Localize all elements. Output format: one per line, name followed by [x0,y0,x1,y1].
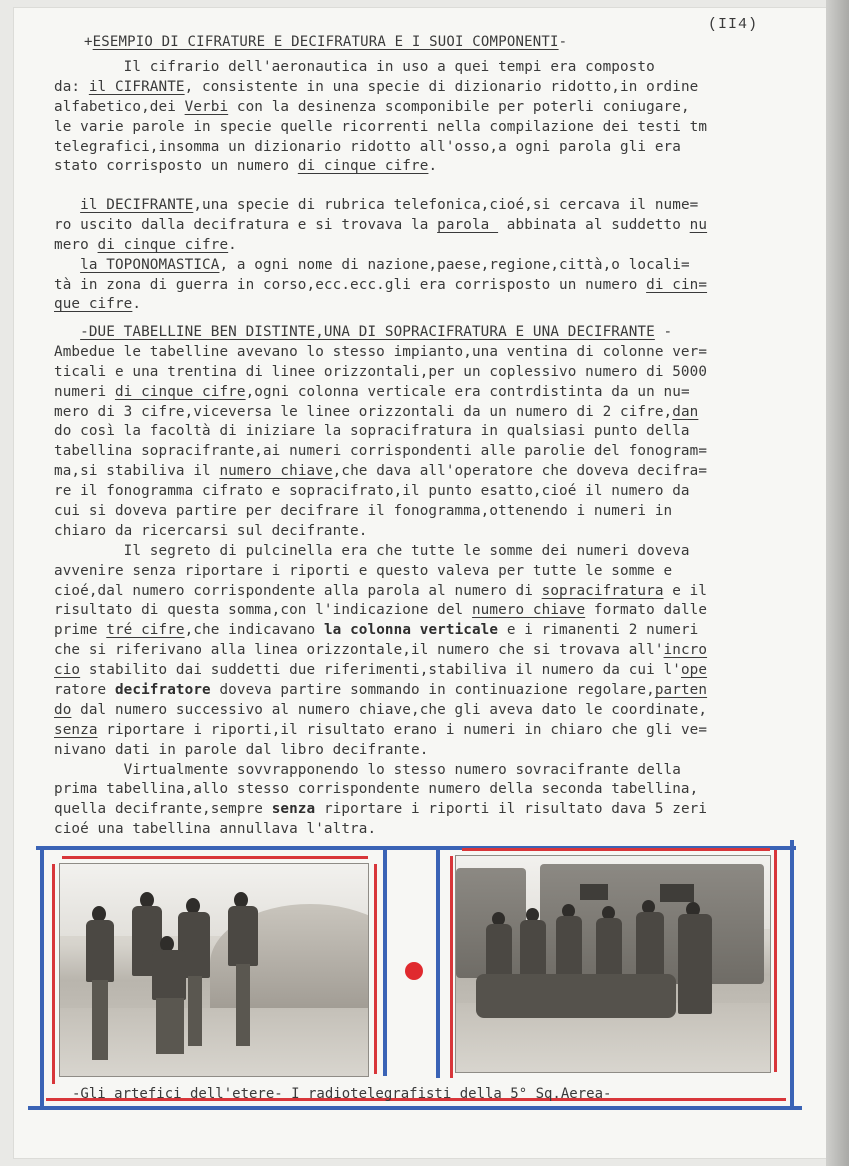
text-segment: - [654,324,673,340]
text-segment: . [228,236,237,253]
text-segment: ro uscito dalla decifratura e si trovava la [54,216,438,233]
text-segment: stato corrisposto un numero [54,158,298,175]
text-segment: di cinque cifre [297,158,429,175]
text-line [54,681,824,701]
text-segment: re il fonogramma cifrato e sopracifrato,il punto esatto,cioé il numero da [54,483,690,500]
text-line [54,422,824,442]
text-line [54,196,824,216]
text-line [54,780,824,800]
text-segment: ,che dava all'operatore che doveva decifra= [332,463,708,480]
text-segment: parola [437,216,499,233]
text-line [54,58,824,78]
text-segment: tm [689,118,708,135]
text-line [54,800,824,820]
text-segment: ope [680,662,708,679]
text-line [54,442,824,462]
text-segment: parten [654,682,708,699]
photo-right-group [456,856,770,1072]
text-segment: la TOPONOMASTICA [80,256,220,273]
text-segment: ratore [54,682,115,699]
text-line [54,482,824,502]
text-segment: do così la facoltà di iniziare la sopracifratura in qualsiasi punto della [54,423,690,440]
text-line [54,157,824,177]
text-line [54,701,824,721]
text-segment: ,ogni colonna verticale era contrdistinta da un nu= [245,383,690,400]
text-line [54,721,824,741]
text-segment: Il cifrario dell'aeronautica in uso a quei tempi era composto [54,59,655,75]
title-prefix: + [84,34,93,50]
frame-right-red [774,850,777,1072]
text-line [54,601,824,621]
text-segment: riportare i riporti,il risultato erano i numeri in chiaro che gli ve= [97,721,708,738]
text-line [54,383,824,403]
photo-left-group [60,864,368,1076]
text-segment: -DUE TABELLINE BEN DISTINTE,UNA DI SOPRACIFRATURA E UNA DECIFRANTE [80,324,655,340]
text-segment: tabellina sopracifrante,ai numeri corrispondenti alle parolie del fonogram= [54,443,708,460]
text-segment: e il [663,582,708,599]
text-segment: mero [54,236,98,253]
text-line [54,216,824,236]
text-line [54,138,824,158]
text-segment: senza [54,721,98,738]
text-segment: numeri [54,383,115,400]
text-segment: numero chiave [471,602,586,619]
text-segment: la colonna verticale [323,622,499,639]
text-line [54,522,824,542]
red-dot [405,962,423,980]
text-line [54,78,824,98]
text-segment: sopracifratura [541,582,664,599]
text-segment: , a ogni nome di nazione,paese,regione,città,o locali= [219,256,690,273]
text-segment: tà in zona di guerra in corso,ecc.ecc.gli era corrisposto un numero [54,276,647,293]
frame-top-red-1 [62,856,368,859]
text-segment: stabilito dai suddetti due riferimenti,stabiliva il numero da cui l' [80,662,681,679]
text-line [54,502,824,522]
text-segment: risultato di questa somma,con l'indicazione del [54,602,472,619]
text-line [54,621,824,641]
page-number: (II4) [708,16,759,33]
text-segment: senza [271,801,316,818]
text-segment: di cin= [646,276,708,293]
frame-left-red [52,864,55,1084]
frame-divider-blue-2 [436,846,440,1078]
text-line [54,363,824,383]
text-segment: che si riferivano alla linea orizzontale,il numero che si trovava all' [54,642,664,659]
text-line [54,323,824,343]
frame-right-blue [790,840,794,1110]
text-segment: con la desinenza scomponibile per poterli coniugare, [228,98,690,115]
text-line [54,118,824,138]
text-line [54,462,824,482]
text-segment: ,una specie di rubrica telefonica,cioé,si cercava il nume= [193,197,699,213]
text-segment: Ambedue le tabelline avevano lo stesso impianto,una ventina di colonne ver= [54,343,708,360]
text-segment: le varie parole in specie quelle ricorrenti nella compilazione dei testi [54,118,690,135]
paragraph-decifrante [54,196,824,315]
text-line [54,562,824,582]
text-segment: doveva partire sommando in continuazione regolare, [210,682,655,699]
title-suffix: - [558,34,568,50]
text-line [54,741,824,761]
text-line [54,403,824,423]
text-segment: nivano dati in parole dal libro decifrante. [54,741,429,758]
text-segment: tré cifre [106,622,185,639]
text-segment: do [54,701,72,718]
frame-inner-red-1 [374,864,377,1074]
text-segment: il DECIFRANTE [80,197,194,213]
text-segment: incro [663,642,708,659]
text-segment: dal numero successivo al numero chiave,che gli aveva dato le coordinate, [71,701,708,718]
text-segment: que cifre [54,296,133,313]
text-segment: . [428,158,438,175]
frame-left-blue [40,846,44,1110]
text-line [54,295,824,315]
text-segment: ma,si stabiliva il [54,463,220,480]
text-line [54,236,824,256]
text-segment: cioé,dal numero corrispondente alla parola al numero di [54,582,542,599]
text-segment: nu [689,216,708,233]
text-segment: Verbi [184,98,229,115]
text-line [54,98,824,118]
frame-top-red-2 [462,848,770,851]
text-line [54,761,824,781]
text-segment: di cinque cifre [97,236,229,253]
text-segment: abbinata al suddetto [498,216,690,233]
text-segment [54,197,80,213]
text-segment: Il segreto di pulcinella era che tutte le somme dei numeri doveva [54,542,690,559]
text-segment: riportare i riporti il risultato dava 5 zeri [315,801,708,818]
frame-inner-red-2 [450,856,453,1078]
text-segment: prime [54,622,107,639]
text-line [54,820,824,840]
text-segment: da: [54,78,89,95]
frame-divider-blue-1 [383,846,387,1076]
text-segment: , consistente in una specie di dizionario ridotto,in ordine [184,78,699,95]
text-line [54,256,824,276]
text-segment: ticali e una trentina di linee orizzontali,per un coplessivo numero di 5000 [54,363,708,380]
text-segment: formato dalle [585,602,708,619]
text-segment: prima tabellina,allo stesso corrispondente numero della seconda tabellina, [54,781,699,798]
text-segment [54,257,80,273]
text-segment: telegrafici,insomma un dizionario ridotto all'osso,a ogni parola gli era [54,138,681,155]
text-segment: quella decifrante,sempre [54,801,272,818]
text-segment: cio [54,662,81,679]
text-line [54,276,824,296]
text-segment: . [132,296,142,313]
text-segment: ,che indicavano [184,622,324,639]
text-line [54,641,824,661]
text-segment: chiaro da ricercarsi sul decifrante. [54,522,368,539]
text-segment: e i rimanenti 2 numeri [498,622,699,639]
text-segment: numero chiave [219,463,333,480]
frame-bottom-blue [28,1106,802,1110]
text-line [54,661,824,681]
text-segment [54,324,80,340]
text-segment: cioé una tabellina annullava l'altra. [54,821,377,838]
text-segment: decifratore [114,682,211,699]
paragraph-tabelline [54,323,824,840]
text-segment: il CIFRANTE [88,78,185,95]
text-segment: Virtualmente sovvrapponendo lo stesso numero sovracifrante della [54,761,681,778]
title-text: ESEMPIO DI CIFRATURE E DECIFRATURA E I SUOI COMPONENTI [92,34,559,50]
text-segment: mero di 3 cifre,viceversa le linee orizzontali da un numero di 2 cifre, [54,403,673,420]
text-segment: di cinque cifre [114,383,246,400]
page-title [84,34,567,50]
text-line [54,582,824,602]
text-segment: alfabetico,dei [54,98,185,115]
text-segment: avvenire senza riportare i riporti e questo valeva per tutte le somme e [54,562,673,579]
paragraph-cifrante [54,58,824,177]
text-segment: cui si doveva partire per decifrare il fonogramma,ottenendo i numeri in [54,503,673,520]
binder-edge [826,0,849,1166]
text-line [54,542,824,562]
photo-caption: -Gli artefici dell'etere- I radiotelegrafisti della 5° Sq.Aerea- [72,1086,612,1102]
text-segment: dan [672,403,699,420]
text-line [54,343,824,363]
